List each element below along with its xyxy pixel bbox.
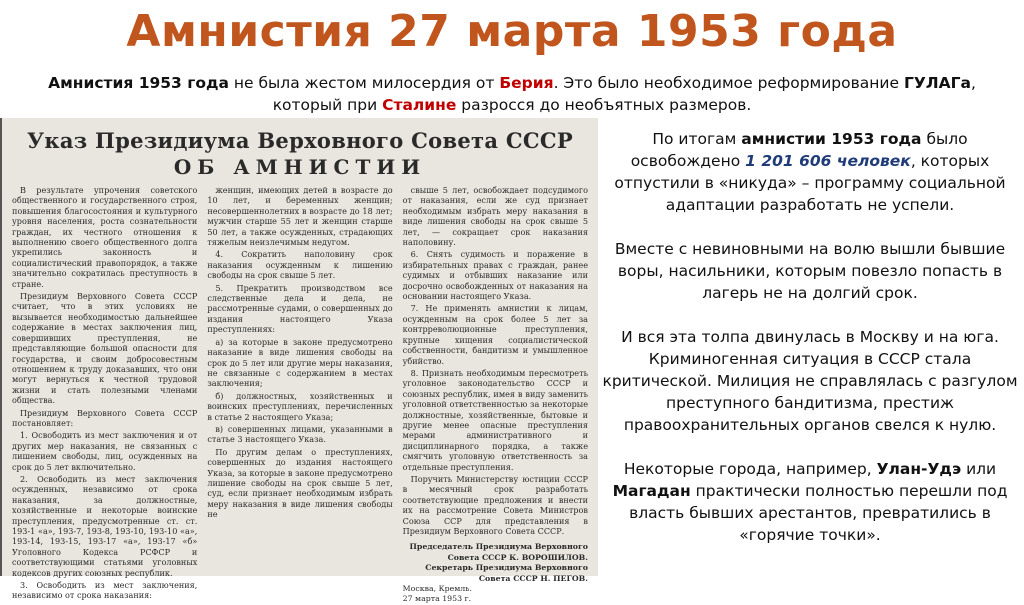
decree-paragraph: 1. Освободить из мест заключения и от других мер наказания, не связанных с лишением свободы, лиц, осужденных на срок до 5 лет включительно. [12,430,198,472]
decree-column-2 [207,185,392,565]
intro-text [8,72,1016,116]
city-ulan-ude: Улан-Удэ [876,460,962,478]
decree-paragraph: 2. Освободить из мест заключения осужденных, независимо от срока наказания, за должностные, хозяйственные и некоторые воинские преступления, предусмотренные ст. ст. 193-1 «а», 193-7, 193-8, 193-10, 193-10 «а», 193-14, 193-15, 193-17 «а», 193-17 «б» Уголовного Кодекса РСФСР и соответствующими статьями уголовных кодексов других союзных республик. [12,473,198,578]
released-count: 1 201 606 человек [745,152,911,170]
decree-paragraph: Президиум Верховного Совета СССР считает, что в этих условиях не вызывается необходимостью дальнейшее содержание в местах заключения лиц, совершивших преступления, не представляющие большой опасности для государства, и своим добросовестным отношением к труду доказавших, что они могут вернуться к честной трудовой жизни и стать полезными членами общества. [12,291,198,406]
intro-amnesty: Амнистия 1953 года [48,74,229,92]
decree-paragraph: По другим делам о преступлениях, совершенных до издания настоящего Указа, за которые в законе предусмотрено лишение свободы на срок свыше 5 лет, суд, если признает необходимым избрать меру наказания в виде лишения свободы не [207,446,393,520]
intro-text-2: . Это было необходимое реформирование [553,74,904,92]
decree-columns [2,185,598,604]
decree-paragraph: 3. Освободить из мест заключения, независимо от срока наказания: [12,580,198,601]
decree-place: Москва, Кремль. [402,584,472,594]
text-fragment: Некоторые города, например, [623,460,877,478]
text-amnesty-1953: амнистии 1953 года [741,130,922,148]
intro-text-4: который при [272,96,383,114]
text-fragment: По итогам [652,130,742,148]
text-fragment: практически полностью перешли под власть бывших арестантов, превратились в «горячие точки». [629,482,1008,544]
page-title: Амнистия 27 марта 1953 года [126,6,898,57]
decree-paragraph: б) должностных, хозяйственных и воинских преступлениях, перечисленных в статье 2 настоящего Указа; [207,390,393,422]
decree-newspaper-image [0,118,598,604]
decree-paragraph: Президиум Верховного Совета СССР постановляет: [12,407,198,428]
intro-stalin: Сталине [382,96,457,114]
decree-paragraph: а) за которые в законе предусмотрено наказание в виде лишения свободы на срок до 5 лет или другие меры наказания, не связанные с содержанием в местах заключения; [207,336,393,389]
intro-text-5: разросся до необъятных размеров. [456,96,752,114]
decree-paragraph: 8. Признать необходимым пересмотреть уголовное законодательство СССР и союзных республик, имея в виду заменить уголовной ответственностью за некоторые должностные, хозяйственные, бытовые и другие менее опасные преступления мерами административного и дисциплинарного порядка, а также смягчить уголовную ответственность за отдельные преступления. [402,367,588,472]
paragraph-released-count [600,128,1020,216]
text-fragment: , которых отпустили в «никуда» – программу социальной адаптации разработать не успели. [614,152,1006,214]
decree-signatures [403,542,588,604]
intro-beria: Берия [499,74,554,92]
signature-secretary: Секретарь Президиума Верховного Совета СССР Н. ПЕГОВ. [425,563,588,583]
decree-paragraph: в) совершенных лицами, указанными в статье 3 настоящего Указа. [207,423,393,445]
decree-paragraph: женщин, имеющих детей в возрасте до 10 лет, и беременных женщин; несовершеннолетних в возрасте до 18 лет; мужчин старше 55 лет и женщин старше 50 лет, а также осужденных, страдающих тяжелым неизлечимым недугом. [207,185,393,248]
text-fragment: или [961,460,997,478]
paragraph-cities [600,458,1020,546]
decree-subheading: ОБ АМНИСТИИ [173,155,427,179]
city-magadan: Магадан [612,482,691,500]
decree-paragraph: 4. Сократить наполовину срок наказания осужденным к лишению свободы на срок свыше 5 лет. [207,249,393,281]
decree-heading: Указ Президиума Верховного Совета СССР [27,128,573,153]
decree-date: 27 марта 1953 г. [402,594,472,604]
decree-column-1 [12,185,198,601]
right-text-panel [600,128,1020,568]
decree-paragraph: 7. Не применять амнистии к лицам, осужденным на срок более 5 лет за контрреволюционные преступления, крупные хищения социалистической собственности, бандитизм и умышленное убийство. [402,303,588,366]
decree-paragraph: 6. Снять судимость и поражение в избирательных правах с граждан, ранее судимых и отбывших наказание или досрочно освобожденных от наказания на основании настоящего Указа. [402,249,588,302]
intro-text-1: не была жестом милосердия от [228,74,500,92]
decree-paragraph: свыше 5 лет, освобождает подсудимого от наказания, если же суд признает необходимым избрать меру наказания в виде лишения свободы на срок свыше 5 лет, — сокращает срок наказания наполовину. [402,185,588,248]
decree-paragraph: В результате упрочения советского общественного и государственного строя, повышения благосостояния и культурного уровня населения, роста сознательности граждан, их честного отношения к выполнению своего общественного долга укрепились законность и социалистический правопорядок, а также значительно сократилась преступность в стране. [12,185,198,289]
paragraph-crime-situation: И вся эта толпа двинулась в Москву и на юга. Криминогенная ситуация в СССР стала критической. Милиция не справлялась с разгулом преступного бандитизма, престиж правоохранительных органов свелся к нулю. [602,328,1018,434]
signature-chairman: Председатель Президиума Верховного Совета СССР К. ВОРОШИЛОВ. [409,542,588,562]
decree-paragraph: 5. Прекратить производством все следственные дела и дела, не рассмотренные судами, о совершенных до издания настоящего Указа преступлениях: [207,282,393,335]
text-fragment: было освобождено [630,130,968,170]
decree-paragraph: Поручить Министерству юстиции СССР в месячный срок разработать соответствующие предложения и внести их на рассмотрение Совета Министров Союза ССР для представления в Президиум Верховного Совета СССР. [402,473,588,536]
intro-gulag: ГУЛАГа [903,74,971,92]
intro-text-3: , [970,74,976,92]
paragraph-criminals: Вместе с невиновными на волю вышли бывшие воры, насильники, которым повезло попасть в лагерь не на долгий срок. [614,240,1006,302]
decree-column-3 [402,185,588,604]
